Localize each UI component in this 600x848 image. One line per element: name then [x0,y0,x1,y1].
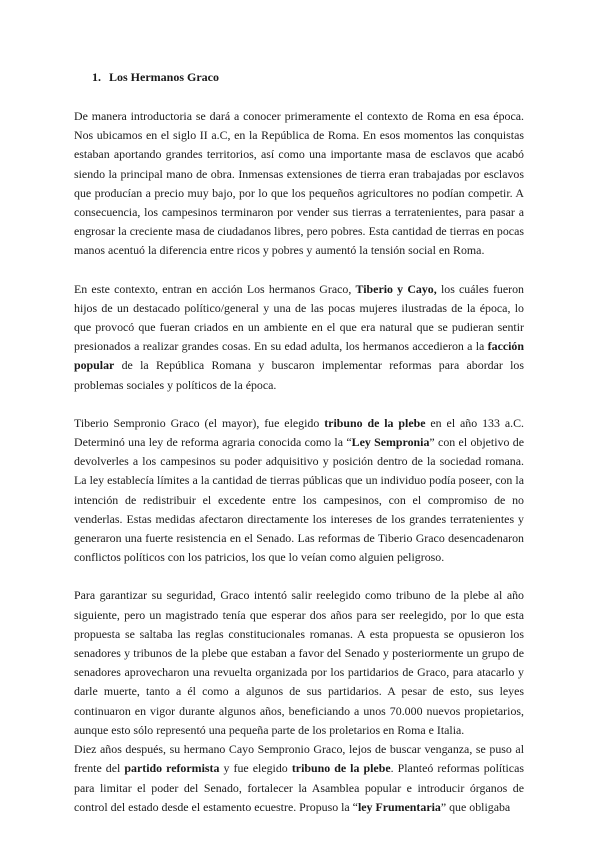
text-run: y fue elegido [219,761,292,776]
bold-term-ley-frumentaria: ley Frumentaria [357,799,441,814]
bold-term-ley-sempronia: Ley Sempronia [351,435,430,450]
text-run: Para garantizar su seguridad, Graco intentó salir reelegido como tribuno de la plebe al año siguiente, pero un magistrado tenía que esperar dos años para ser reelegido, por lo que esta propuesta se saltaba las reglas constitucionales romanas. A esta propuesta se opusieron los senadores y tribunos de la plebe que estaban a favor del Senado y posteriormente un grupo de senadores aprovecharon una revuelta organizada por los partidarios de Graco, para atacarlo y darle muerte, tanto a él como a algunos de sus partidarios. A pesar de esto, sus leyes continuaron en vigor durante algunos años, beneficiando a unos 70.000 nuevos propietarios, aunque esto sólo representó una pequeña parte de los proletarios en Roma e Italia. [74,588,524,737]
text-run: Diez años después, su hermano Cayo Sempronio Graco, lejos de buscar venganza, se puso al frente del [74,742,524,776]
paragraph-tiberio [74,414,524,568]
text-run: los cuáles fueron hijos de un destacado político/general y una de las pocas mujeres ilustradas de la época, lo que provocó que fueran criados en un ambiente en el que era natural que se pudieran sentir presionados a realizar grandes cosas. En su edad adulta, los hermanos accedieron a la [74,281,524,354]
text-run: De manera introductoria se dará a conocer primeramente el contexto de Roma en esa época. Nos ubicamos en el siglo II a.C, en la República de Roma. En esos momentos las conquistas estaban aportando grandes territorios, así como una importante masa de esclavos que acabó siendo la principal mano de obra. Inmensas extensiones de tierra eran trabajadas por esclavos que producían a precio muy bajo, por lo que los pequeños agricultores no podían competir. A consecuencia, los campesinos terminaron por vender sus tierras a terratenientes, para pasar a engrosar la creciente masa de ciudadanos libres, pero pobres. Esta cantidad de tierras en pocas manos acentuó la diferencia entre ricos y pobres y aumentó la tensión social en Roma. [74,109,524,258]
section-heading [92,70,524,85]
paragraph-context [74,107,524,261]
paragraph-reelection [74,586,524,740]
bold-term-tiberio-cayo: Tiberio y Cayo, [355,281,437,296]
section-number: 1. [92,70,101,84]
text-run: en el año 133 a.C. Determinó una ley de reforma agraria conocida como la “ [74,415,525,450]
text-run: Tiberio Sempronio Graco (el mayor), fue elegido [74,415,325,430]
text-run: . Planteó reformas políticas para limitar el poder del Senado, fortalecer la Asamblea popular e introducir órganos de control del estado desde el estamento ecuestre. Propuso la “ [74,761,524,814]
bold-term-partido-reformista: partido reformista [124,761,220,776]
paragraph-cayo [74,740,524,817]
text-run: En este contexto, entran en acción Los hermanos Graco, [74,281,356,296]
bold-term-tribuno: tribuno de la plebe [324,415,426,430]
paragraph-brothers-intro [74,280,524,395]
bold-term-faccion-popular: facción popular [74,339,524,373]
bold-term-tribuno: tribuno de la plebe [291,761,391,776]
text-run: de la República Romana y buscaron implementar reformas para abordar los problemas sociales y políticos de la época. [74,358,524,392]
text-run: ” que obligaba [440,799,511,814]
text-run: ” con el objetivo de devolverles a los campesinos su poder adquisitivo y posición dentro de la sociedad romana. La ley establecía límites a la cantidad de tierras públicas que un individuo podía poseer, con la intención de redistribuir el excedente entre los campesinos, con el compromiso de no venderlas. Estas medidas afectaron directamente los intereses de los grandes terratenientes y generaron una fuerte resistencia en el Senado. Las reformas de Tiberio Graco desencadenaron conflictos políticos con los patricios, los que lo veían como alguien peligroso. [74,435,524,565]
section-title: Los Hermanos Graco [109,70,219,84]
